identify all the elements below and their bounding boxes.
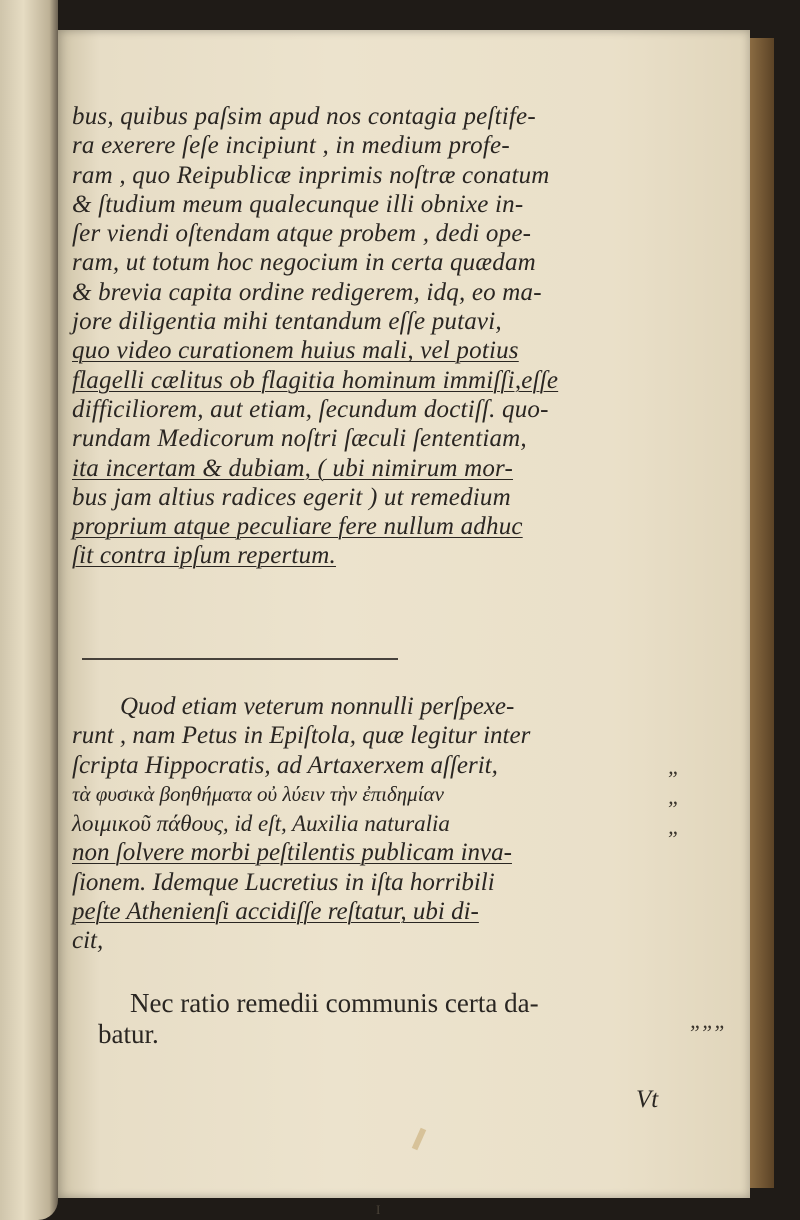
quote-mark: „: [668, 754, 681, 779]
greek-line: λοιμικοῦ πάθους, id eſt, Auxilia naturalia: [72, 811, 450, 837]
text-line: non ſolvere morbi peſtilentis publicam inva-: [72, 839, 512, 867]
text-line: bus jam altius radices egerit ) ut remedium: [72, 483, 511, 511]
left-page-edge: [0, 0, 58, 1220]
ink-stain: [412, 1128, 426, 1151]
text-line: rundam Medicorum noſtri ſæculi ſententiam,: [72, 425, 527, 453]
text-line: Quod etiam veterum nonnulli perſpexe-: [120, 693, 515, 720]
signature-mark: I: [376, 1202, 381, 1217]
text-line: proprium atque peculiare fere nullum adhuc: [72, 513, 523, 541]
text-line: & ſtudium meum qualecunque illi obnixe in-: [72, 190, 524, 218]
paragraph-1: [72, 102, 632, 571]
text-line: ita incertam & dubiam, ( ubi nimirum mor-: [72, 454, 514, 482]
text-line: ram, ut totum hoc negocium in certa quædam: [72, 249, 536, 277]
text-line: ram , quo Reipublicæ inprimis noſtræ conatum: [72, 161, 550, 189]
catchword: Vt: [636, 1086, 659, 1113]
underline-rule: [82, 658, 398, 660]
text-line: ra exerere ſeſe incipiunt , in medium profe-: [72, 132, 510, 160]
text-line: cit,: [72, 927, 104, 955]
text-line: jore diligentia mihi tentandum eſſe putavi,: [72, 308, 502, 336]
text-line: ſit contra ipſum repertum.: [72, 542, 336, 570]
text-line: flagelli cælitus ob flagitia hominum immiſſi,eſſe: [72, 366, 559, 394]
text-line: difficiliorem, aut etiam, ſecundum doctiſſ. quo-: [72, 395, 549, 423]
text-line: bus, quibus paſsim apud nos contagia peſtife-: [72, 103, 536, 130]
verse-line: Nec ratio remedii communis certa da-: [130, 988, 539, 1018]
paragraph-2: [72, 692, 642, 956]
greek-line: τὰ φυσικὰ βοηθήματα οὐ λύειν τὴν ἐπιδημίαν: [72, 781, 444, 806]
book-page: [58, 30, 750, 1217]
text-line: runt , nam Petus in Epiſtola, quæ legitur inter: [72, 722, 531, 750]
quote-mark: „: [668, 814, 681, 839]
quote-mark: „: [668, 784, 681, 809]
text-line: ſcripta Hippocratis, ad Artaxerxem aſſerit,: [72, 751, 498, 779]
text-line: ſionem. Idemque Lucretius in iſta horribili: [72, 868, 495, 896]
text-line: quo video curationem huius mali, vel potius: [72, 337, 519, 365]
verse-quote-marks: „„„: [690, 1008, 727, 1033]
text-line: & brevia capita ordine redigerem, idq, eo ma-: [72, 278, 542, 306]
text-line: ſer viendi oſtendam atque probem , dedi ope-: [72, 220, 532, 248]
book-cover-edge: [750, 38, 774, 1188]
margin-quote-marks: [668, 752, 728, 842]
verse-line: batur.: [98, 1019, 159, 1049]
verse-quotation: [98, 988, 618, 1050]
text-line: peſte Athenienſi accidiſſe reſtatur, ubi di-: [72, 898, 479, 926]
